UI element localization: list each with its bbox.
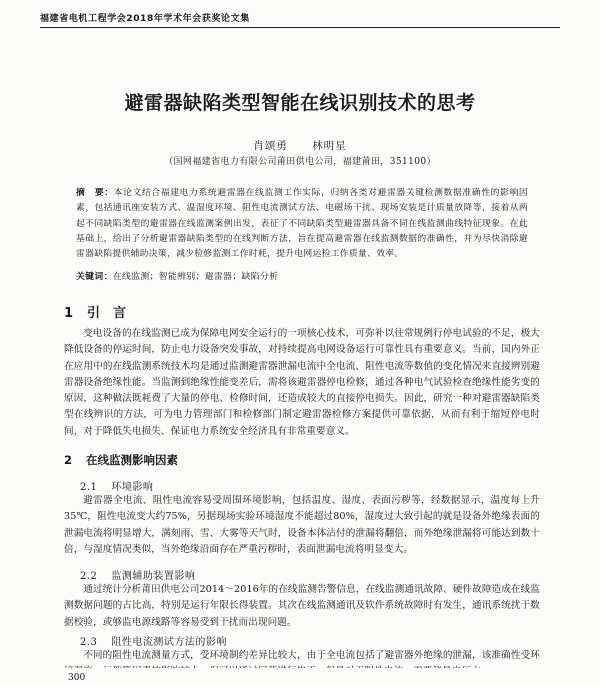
- subsection-title: 阻性电流测试方法的影响: [111, 637, 227, 648]
- abstract: [76, 186, 528, 262]
- section-title: 在线监测影响因素: [86, 453, 179, 467]
- subsection-number: 2.1: [80, 482, 98, 493]
- page-number: 300: [68, 673, 86, 683]
- subsection-heading: [80, 478, 153, 493]
- section-heading: [64, 302, 126, 321]
- section-number: 1: [64, 306, 74, 321]
- keywords-label: 关键词：: [76, 272, 113, 282]
- subsection-number: 2.3: [80, 637, 98, 648]
- subsection-title: 环境影响: [111, 482, 154, 493]
- author-name: 肖颂勇: [253, 140, 288, 152]
- subsection-heading: [80, 567, 195, 582]
- subsection-heading: [80, 633, 227, 648]
- section-number: 2: [64, 453, 73, 467]
- body-paragraph: 不同的阻性电流测量方式，受环境制约差异比较大，由于全电流包括了避雷器外绝缘的泄漏，该准确性受环: [83, 650, 540, 661]
- body-paragraph: 避雷器全电流、阻性电流容易受周围环境影响，包括温度、湿度、表面污秽等，经数据显示，温度每上升35℃，阻性电流变大约75%，另据现场实验环境湿度不能超过80%，湿度过大致引起的就是设备外绝缘表面的泄漏电流将明显增大，满刻雨、雪、大雾等天气时，设备本体沾付的泄漏将翻倍，而外绝缘泄漏将可能达到数十倍，与湿度情况类似，当外绝缘沿面存在严重污秽时，表面泄漏电流将明显变大。: [64, 495, 540, 555]
- keywords-text: 在线监测；智能辨别；避雷器；缺陷分析: [112, 272, 279, 282]
- subsection-title: 监测辅助装置影响: [111, 571, 196, 582]
- author-affiliation: （国网福建省电力有限公司莆田供电公司，福建莆田，351100）: [164, 157, 436, 167]
- keywords: [76, 269, 528, 282]
- running-header: 福建省电机工程学会2018年学术年会获奖论文集: [40, 14, 250, 24]
- body-paragraph: 变电设备的在线监测已成为保障电网安全运行的一项核心技术，可弥补以往常规例行停电试验的不足，极大降低设备的停运时间，防止电力设备突发事故，对持续提高电网设备运行可靠性具有重要意义。当前，国内外正在应用中的在线监测系统技术均是通过监测避雷器泄漏电流中全电流、阻性电流等数值的变化情况来直接辨别避雷器设备绝缘性能。当监测到绝缘性能变差后，需将该避雷器停电检修，通过各种电气试验检查绝缘性能劣变的原因，这种做法既耗费了大量的停电、检修时间，还造成较大的直接停电损失。因此，研究一种对避雷器缺陷类型在线辨识的方法，可为电力管理部门和检修部门制定避雷器检修方案提供可靠依据，从而有利于缩短停电时间，对于降低失电损失、保证电力系统安全经济具有非常重要意义。: [64, 328, 540, 437]
- section-title: 引 言: [87, 306, 127, 321]
- abstract-label: 摘 要：: [76, 188, 114, 198]
- abstract-text: 本论文结合福建电力系统避雷器在线监测工作实际，归纳各类对避雷器关键检测数据准确性的影响因素，包括通讯座安装方式、温湿度环境、阻性电流测试方法、电磁场干扰、现场安装是计质量放降等，接着从两起不同缺陷类型的避雷器在线监测案例出发，表征了不同缺陷类型避雷器具备不同在线监测曲线特征现象。在此基础上，给出了分析避雷器缺陷类型的在线判断方法，旨在提高避雷器在线监测数据的准确性，并为尽快消除避雷器缺陷提供辅助决策，减少检修监测工作时耗，提升电网运检工作质量、效率。: [76, 188, 529, 260]
- header-rule: [40, 27, 560, 28]
- article-title: 避雷器缺陷类型智能在线识别技术的思考: [124, 92, 476, 114]
- author-name: 林明星: [312, 140, 347, 152]
- section-heading: [64, 452, 178, 468]
- subsection-number: 2.2: [80, 571, 98, 582]
- body-paragraph: 通过统计分析莆田供电公司2014～2016年的在线监测告警信息，在线监测通讯故障、硬件故障造成在线监测数据问题的占比高，特别是运行年限长得装置。其次在线监测通讯及软件系统故障时有发生，通讯系统扰于数据校验，或够监电源线路等容易受到干扰而出现问题。: [64, 584, 540, 628]
- author-list: [0, 138, 600, 153]
